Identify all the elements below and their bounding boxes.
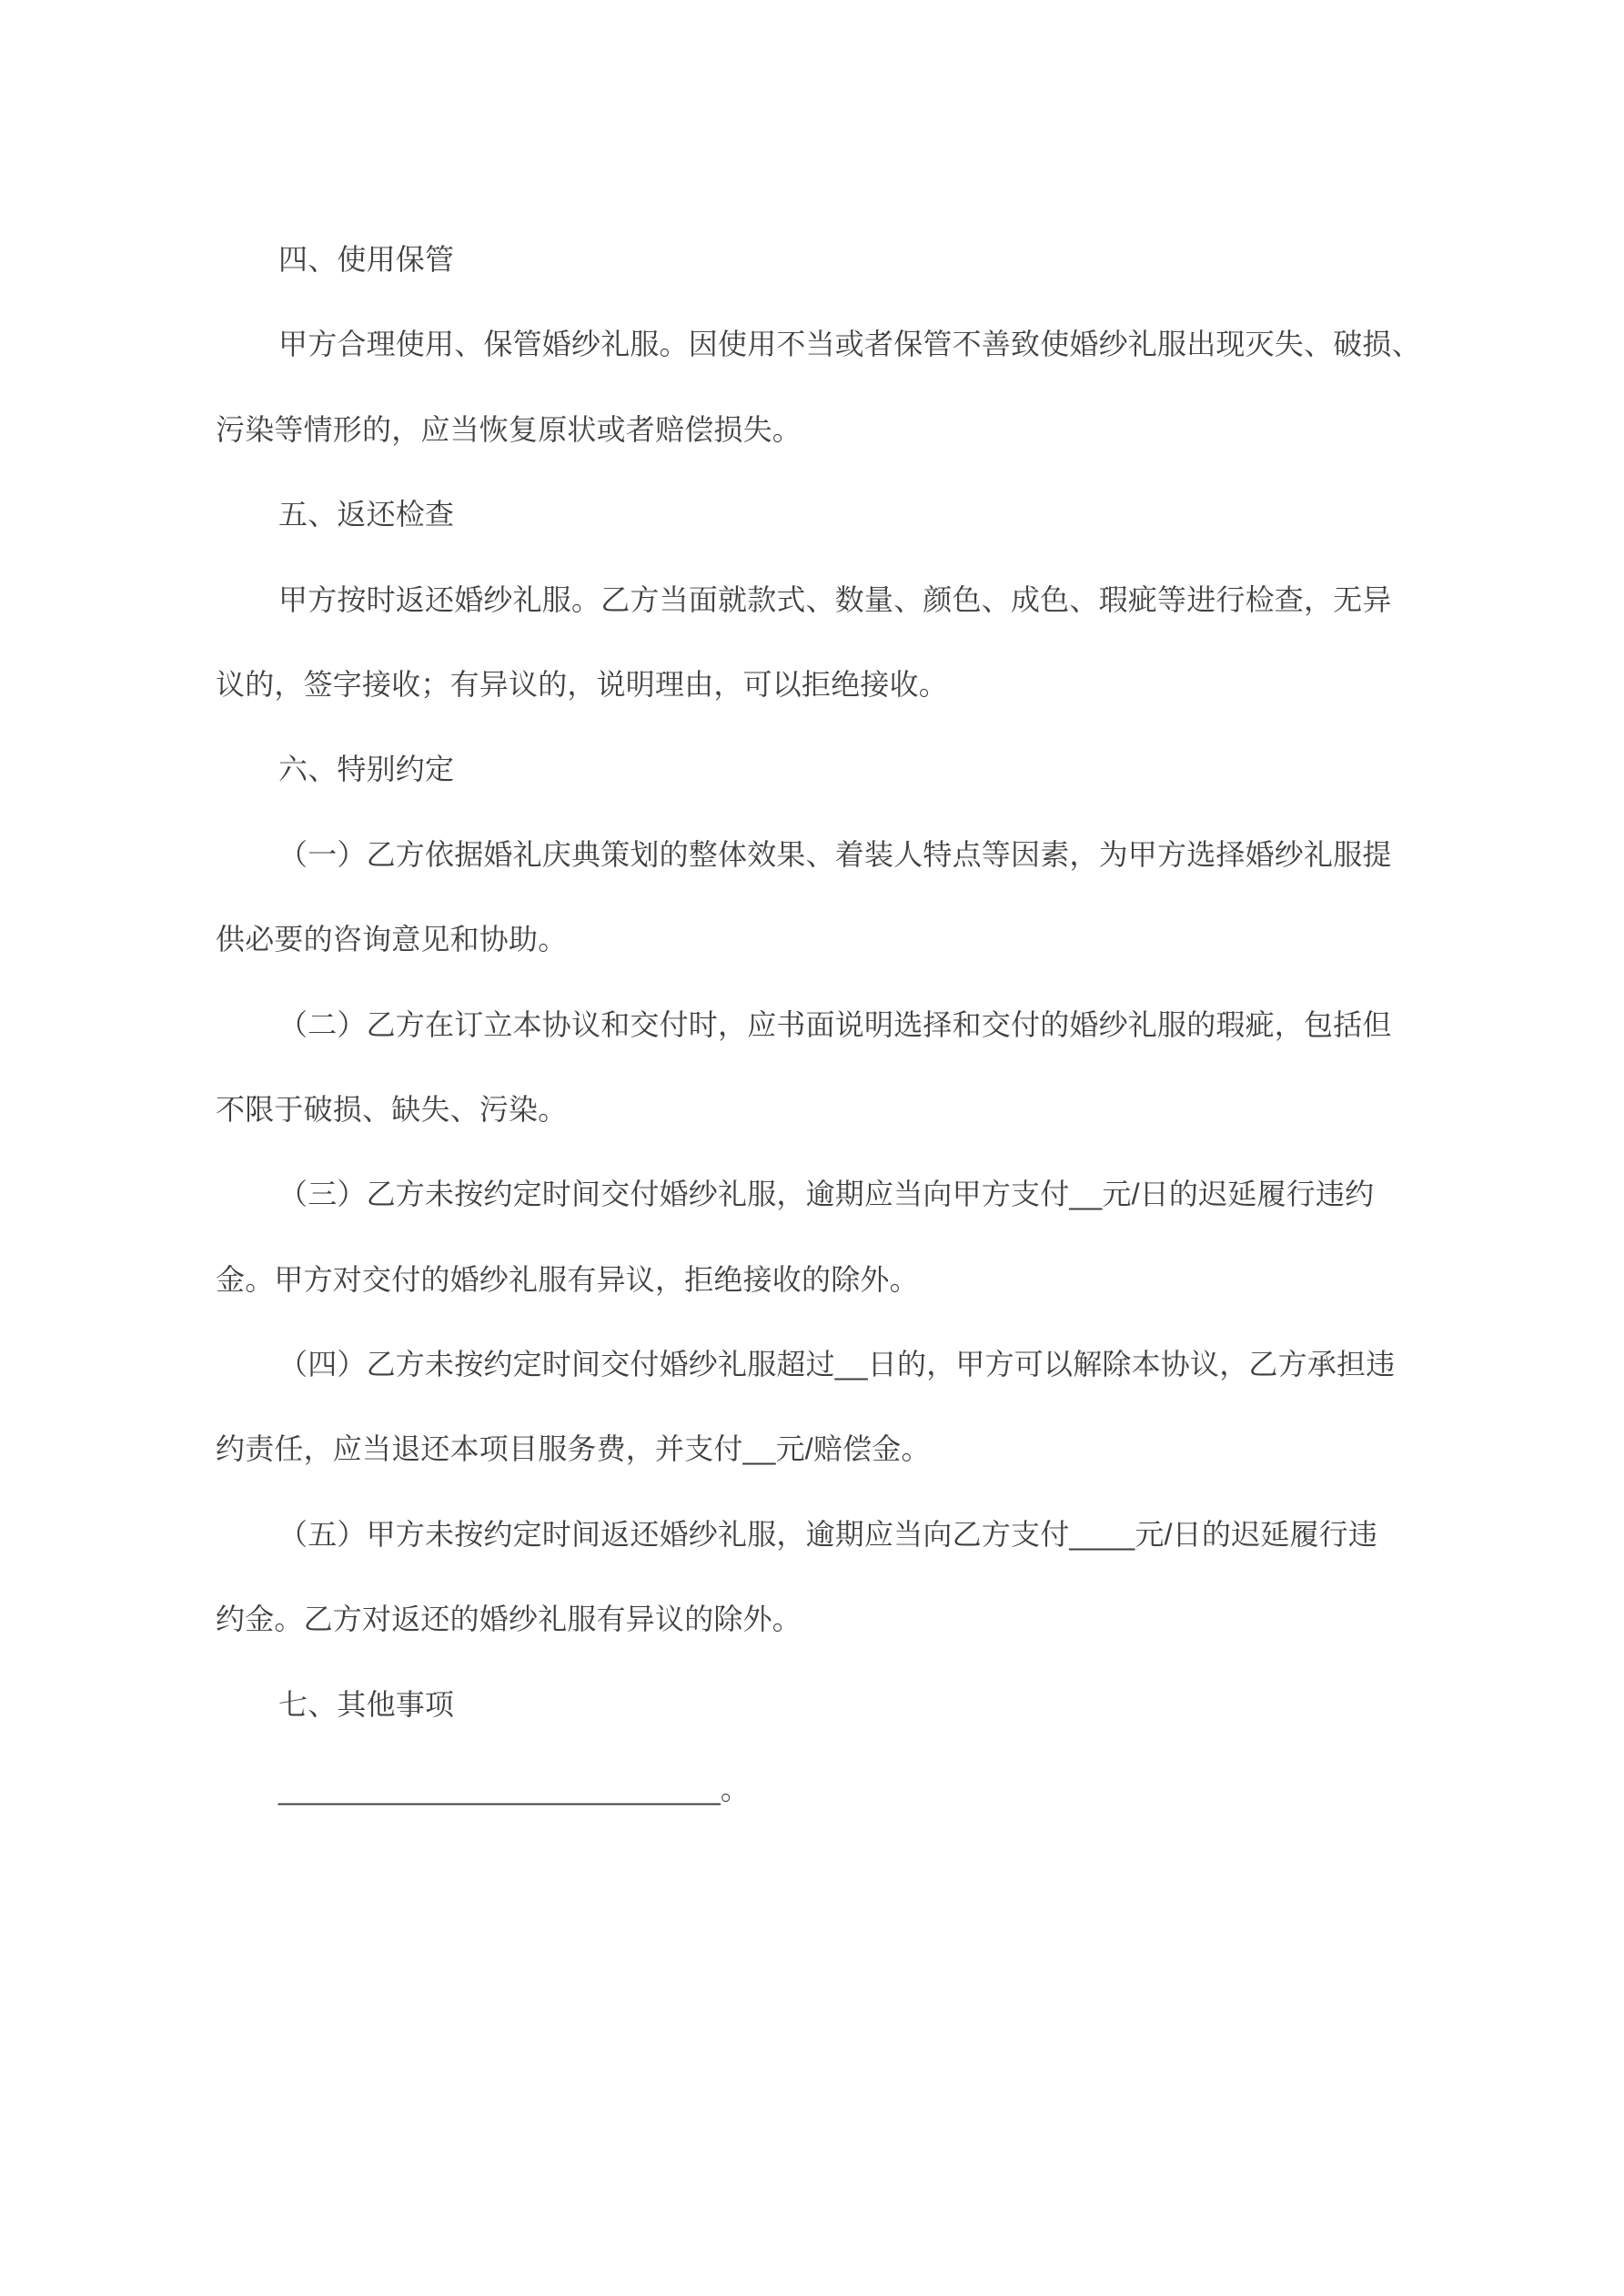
- para-line: 不限于破损、缺失、污染。: [216, 1092, 568, 1126]
- para-line: 约责任，应当退还本项目服务费，并支付__元/赔偿金。: [216, 1432, 931, 1466]
- para-line: 甲方按时返还婚纱礼服。乙方当面就款式、数量、颜色、成色、瑕疵等进行检查，无异: [278, 582, 1392, 616]
- para-line: 污染等情形的，应当恢复原状或者赔偿损失。: [216, 412, 802, 446]
- section-heading-7: 七、其他事项: [278, 1687, 455, 1721]
- section-heading-5: 五、返还检查: [278, 498, 455, 531]
- para-line: 议的，签字接收；有异议的，说明理由，可以拒绝接收。: [216, 667, 949, 701]
- document-body: [216, 217, 1426, 1832]
- para-line: 约金。乙方对返还的婚纱礼服有异议的除外。: [216, 1603, 802, 1636]
- section-heading-4: 四、使用保管: [278, 243, 455, 276]
- section-heading-6: 六、特别约定: [278, 753, 455, 786]
- para-line: （五）甲方未按约定时间返还婚纱礼服，逾期应当向乙方支付____元/日的迟延履行违: [278, 1517, 1378, 1551]
- blank-fill-line: ___________________________。: [278, 1773, 751, 1806]
- para-line: （二）乙方在订立本协议和交付时，应书面说明选择和交付的婚纱礼服的瑕疵，包括但: [278, 1007, 1392, 1041]
- para-line: （三）乙方未按约定时间交付婚纱礼服，逾期应当向甲方支付__元/日的迟延履行违约: [278, 1178, 1375, 1211]
- para-line: 金。甲方对交付的婚纱礼服有异议，拒绝接收的除外。: [216, 1262, 919, 1296]
- para-line: 供必要的咨询意见和协助。: [216, 923, 568, 956]
- para-line: （四）乙方未按约定时间交付婚纱礼服超过__日的，甲方可以解除本协议，乙方承担违: [278, 1348, 1396, 1381]
- para-line: 甲方合理使用、保管婚纱礼服。因使用不当或者保管不善致使婚纱礼服出现灭失、破损、: [278, 328, 1421, 361]
- para-line: （一）乙方依据婚礼庆典策划的整体效果、着装人特点等因素，为甲方选择婚纱礼服提: [278, 837, 1392, 871]
